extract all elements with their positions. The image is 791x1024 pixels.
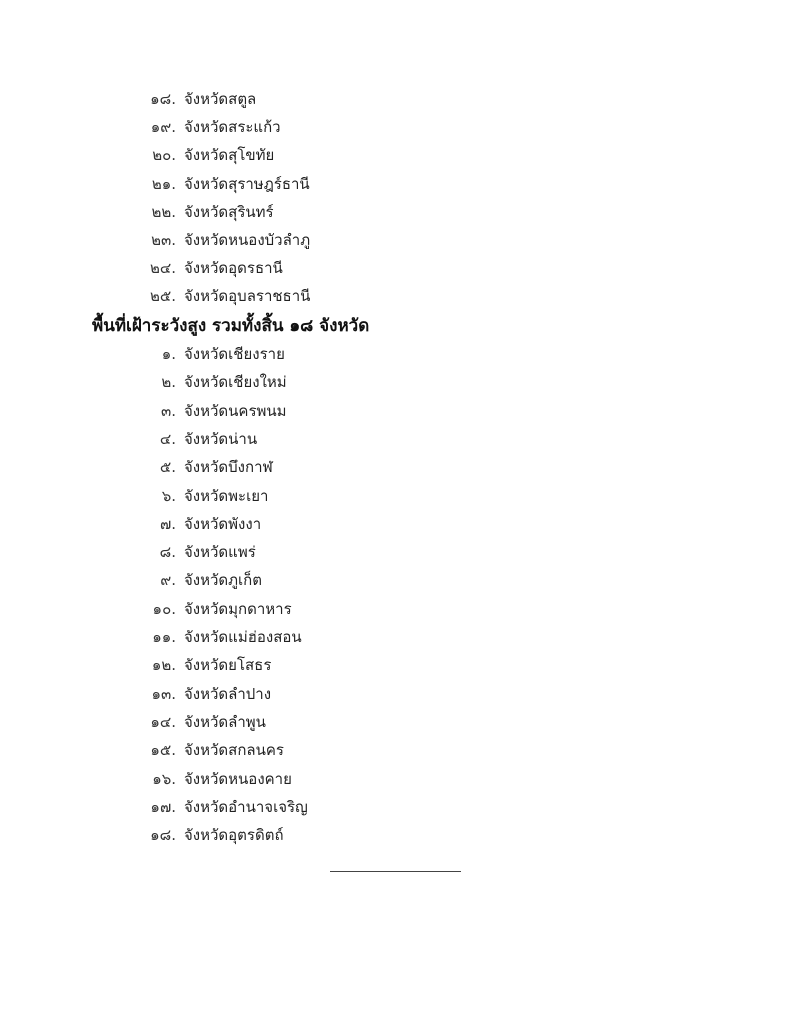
province-name: จังหวัดสตูล xyxy=(184,90,257,108)
province-name: จังหวัดสกลนคร xyxy=(184,741,284,760)
item-number: ๒. xyxy=(161,373,176,392)
province-name: จังหวัดอุดรธานี xyxy=(184,259,283,278)
item-number: ๕. xyxy=(159,458,176,477)
item-number: ๑๑. xyxy=(152,628,176,646)
item-number: ๑๘. xyxy=(150,90,176,108)
province-name: จังหวัดมุกดาหาร xyxy=(184,599,292,618)
province-name: จังหวัดพะเยา xyxy=(184,486,269,505)
province-name: จังหวัดสระแก้ว xyxy=(184,118,281,137)
item-number: ๒๔. xyxy=(149,259,176,278)
item-number: ๑๖. xyxy=(152,769,176,788)
province-name: จังหวัดแพร่ xyxy=(184,543,256,562)
province-name: จังหวัดสุราษฎร์ธานี xyxy=(184,174,310,193)
item-number: ๒๑. xyxy=(151,174,176,193)
item-number: ๑๕. xyxy=(150,741,176,760)
item-number: ๑๘. xyxy=(150,826,176,845)
province-name: จังหวัดอุบลราชธานี xyxy=(184,287,311,306)
province-name: จังหวัดสุรินทร์ xyxy=(184,202,274,221)
item-number: ๒๓. xyxy=(151,231,176,249)
item-number: ๒๒. xyxy=(151,202,176,221)
item-number: ๑๒. xyxy=(151,656,176,675)
province-name: จังหวัดแม่ฮ่องสอน xyxy=(184,628,302,646)
item-number: ๑๔. xyxy=(150,712,176,731)
province-name: จังหวัดน่าน xyxy=(184,429,258,448)
province-name: จังหวัดสุโขทัย xyxy=(184,146,275,165)
province-name: จังหวัดหนองบัวลำภู xyxy=(184,231,311,249)
province-name: จังหวัดอำนาจเจริญ xyxy=(184,797,308,816)
item-number: ๑๗. xyxy=(150,797,176,816)
item-number: ๒๐. xyxy=(152,146,176,165)
item-number: ๙. xyxy=(160,571,176,590)
province-name: จังหวัดลำพูน xyxy=(184,712,266,731)
item-number: ๘. xyxy=(159,543,176,562)
province-name: จังหวัดภูเก็ต xyxy=(184,571,263,590)
province-name: จังหวัดอุตรดิตถ์ xyxy=(184,826,284,845)
province-name: จังหวัดนครพนม xyxy=(184,401,287,420)
province-name: จังหวัดพังงา xyxy=(184,514,262,533)
item-number: ๑. xyxy=(161,345,176,363)
item-number: ๗. xyxy=(159,514,176,533)
province-name: จังหวัดหนองคาย xyxy=(184,769,292,788)
item-number: ๑๙. xyxy=(150,118,176,137)
item-number: ๔. xyxy=(159,429,176,448)
item-number: ๓. xyxy=(160,401,176,420)
province-name: จังหวัดบึงกาฬ xyxy=(184,458,273,477)
province-name: จังหวัดลำปาง xyxy=(184,684,272,703)
item-number: ๖. xyxy=(161,486,176,505)
province-name: จังหวัดยโสธร xyxy=(184,656,272,675)
item-number: ๑๓. xyxy=(151,684,176,703)
section-heading-high-surveillance: พื้นที่เฝ้าระวังสูง รวมทั้งสิ้น ๑๘ จังหวัด xyxy=(92,316,370,336)
province-name: จังหวัดเชียงราย xyxy=(184,345,285,363)
item-number: ๒๕. xyxy=(149,287,176,306)
end-divider-line xyxy=(330,871,461,872)
province-name: จังหวัดเชียงใหม่ xyxy=(184,373,287,392)
item-number: ๑๐. xyxy=(152,599,176,618)
